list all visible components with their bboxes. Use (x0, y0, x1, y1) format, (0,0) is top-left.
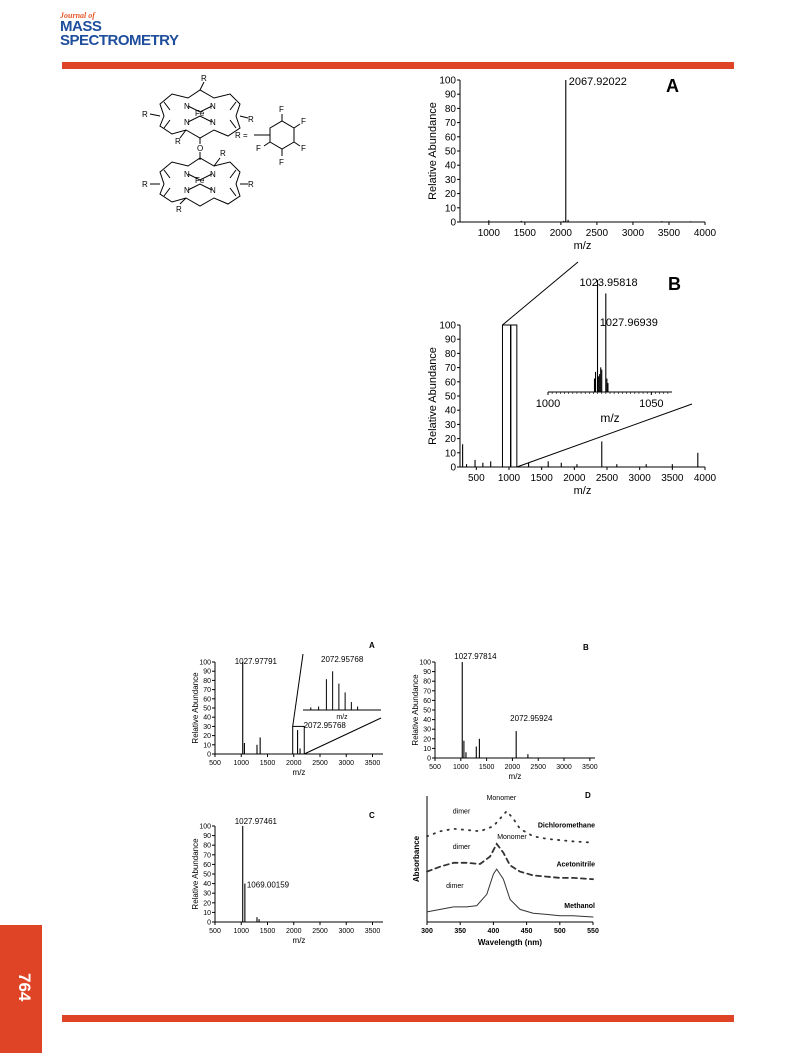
panel-label: B (583, 643, 589, 652)
x-tick-label: 2000 (285, 928, 302, 935)
band-label: dimer (452, 808, 471, 816)
structure-r-label: R (248, 180, 254, 189)
x-tick-label: 3000 (556, 764, 572, 771)
y-tick-label: 80 (444, 103, 456, 115)
y-tick-label: 100 (439, 75, 456, 87)
y-tick-label: 40 (444, 405, 456, 417)
zoom-connector (502, 262, 578, 325)
x-axis-title: m/z (573, 485, 592, 497)
inset-peak-label: 2072.95768 (321, 655, 364, 664)
band-label: Monomer (497, 833, 527, 841)
journal-logo (60, 12, 178, 48)
x-tick-label: 2000 (549, 228, 573, 239)
structure-r-label: R (142, 110, 148, 119)
x-tick-label: 4000 (693, 228, 717, 239)
journal-logo-line3: SPECTROMETRY (60, 32, 179, 49)
x-tick-label: 500 (209, 760, 221, 767)
x-tick-label: 350 (454, 928, 467, 935)
y-tick-label: 30 (203, 723, 211, 731)
y-tick-label: 0 (207, 751, 211, 759)
y-tick-label: 40 (423, 717, 431, 725)
x-axis-title: m/z (508, 772, 522, 781)
structure-n-label: N (210, 186, 216, 195)
x-axis-title: m/z (292, 768, 306, 777)
x-tick-label: 2000 (563, 473, 586, 484)
y-tick-label: 70 (444, 118, 456, 130)
y-tick-label: 0 (450, 462, 456, 474)
panel-label: B (668, 274, 681, 294)
x-tick-label: 550 (587, 928, 599, 935)
series-label: Methanol (564, 903, 595, 911)
y-tick-label: 40 (203, 881, 211, 889)
zoom-box (293, 726, 305, 754)
y-tick-label: 90 (423, 669, 431, 677)
y-tick-label: 100 (199, 659, 211, 667)
bottom-spectrum-c (185, 800, 395, 948)
peak-label: 1027.97814 (454, 652, 497, 661)
inset-x-axis-title: m/z (336, 714, 348, 721)
x-tick-label: 1500 (259, 760, 276, 767)
structure-f-label: F (279, 105, 284, 114)
inset-x-tick-label: 1050 (639, 398, 664, 410)
x-tick-label: 2500 (585, 228, 609, 239)
x-tick-label: 3500 (661, 473, 684, 484)
y-tick-label: 50 (444, 391, 456, 403)
bottom-spectrum-b (405, 636, 605, 781)
band-label: dimer (452, 843, 471, 851)
mu-oxo-dimer-structure (140, 72, 330, 212)
x-tick-label: 1000 (233, 760, 250, 767)
y-tick-label: 30 (444, 174, 456, 186)
x-tick-label: 1500 (478, 764, 495, 771)
series-label: Dichloromethane (537, 822, 595, 830)
structure-r-label: R (248, 115, 254, 124)
zoom-connector (293, 654, 303, 726)
y-axis-title: Relative Abundance (411, 674, 421, 746)
structure-f-label: F (301, 144, 306, 153)
x-tick-label: 3000 (338, 760, 355, 767)
y-tick-label: 40 (203, 714, 211, 722)
y-tick-label: 20 (203, 900, 211, 908)
structure-o-label: O (197, 144, 204, 153)
bottom-spectrum-a (185, 636, 395, 776)
y-tick-label: 90 (203, 668, 211, 676)
y-tick-label: 80 (423, 678, 431, 686)
y-axis-title: Absorbance (412, 835, 421, 883)
structure-r-label: R (220, 149, 226, 158)
x-tick-label: 500 (467, 473, 485, 484)
top-spectrum-b (420, 262, 720, 502)
y-tick-label: 80 (203, 677, 211, 685)
structure-r-label: R (201, 74, 207, 83)
y-tick-label: 70 (203, 852, 211, 860)
series-label: Acetonitrile (556, 861, 595, 869)
x-tick-label: 500 (553, 928, 566, 935)
x-tick-label: 2000 (285, 760, 302, 767)
y-tick-label: 50 (203, 705, 211, 713)
structure-f-label: F (256, 144, 261, 153)
y-tick-label: 20 (423, 736, 431, 744)
x-tick-label: 500 (429, 764, 441, 771)
y-axis-title: Relative Abundance (427, 102, 439, 200)
x-tick-label: 1500 (259, 928, 276, 935)
y-tick-label: 60 (203, 861, 211, 869)
panel-label: C (369, 811, 375, 820)
y-tick-label: 90 (444, 334, 456, 346)
band-label: Monomer (486, 794, 517, 802)
structure-fe-label: Fe (195, 176, 205, 185)
x-tick-label: 1000 (233, 928, 250, 935)
y-tick-label: 30 (203, 890, 211, 898)
y-tick-label: 10 (444, 448, 456, 460)
structure-r-label: R (142, 180, 148, 189)
x-axis-title: m/z (573, 240, 592, 252)
y-tick-label: 50 (203, 871, 211, 879)
inset-peak-label: 1027.96939 (599, 317, 658, 329)
x-tick-label: 1000 (453, 764, 469, 771)
x-tick-label: 1500 (513, 228, 536, 239)
x-tick-label: 300 (421, 928, 433, 935)
page-number-tab (0, 925, 42, 1053)
zoom-box (502, 325, 516, 467)
structure-fe-label: Fe (195, 109, 205, 118)
y-tick-label: 90 (444, 89, 456, 101)
y-tick-label: 80 (444, 348, 456, 360)
x-tick-label: 500 (209, 928, 221, 935)
structure-r-label: R (176, 205, 182, 214)
y-tick-label: 10 (203, 909, 211, 917)
peak-label: 2072.95768 (303, 721, 346, 731)
y-tick-label: 0 (427, 755, 431, 763)
structure-n-label: N (210, 170, 216, 179)
x-tick-label: 450 (520, 928, 533, 935)
y-tick-label: 20 (444, 434, 456, 446)
y-axis-title: Relative Abundance (191, 672, 201, 744)
band-label: dimer (446, 882, 464, 890)
y-tick-label: 50 (444, 146, 456, 158)
structure-n-label: N (184, 170, 190, 179)
y-tick-label: 10 (423, 745, 431, 753)
y-tick-label: 30 (444, 419, 456, 431)
y-tick-label: 10 (444, 203, 456, 215)
structure-f-label: F (301, 117, 306, 126)
y-tick-label: 20 (203, 733, 211, 741)
y-axis-title: Relative Abundance (427, 347, 439, 445)
x-tick-label: 3500 (657, 228, 681, 239)
top-spectrum-a (420, 72, 720, 254)
x-tick-label: 3500 (364, 928, 381, 935)
header-rule (62, 62, 734, 69)
x-tick-label: 2500 (312, 928, 328, 935)
y-tick-label: 0 (207, 919, 211, 927)
uv-vis-spectra-d (405, 786, 615, 952)
x-tick-label: 2500 (595, 473, 619, 484)
peak-label: 2072.95924 (510, 714, 553, 724)
y-tick-label: 100 (439, 320, 456, 332)
x-tick-label: 1500 (530, 473, 553, 484)
x-tick-label: 3500 (582, 764, 598, 771)
x-tick-label: 3000 (338, 928, 355, 935)
y-axis-title: Relative Abundance (191, 838, 201, 910)
structure-n-label: N (184, 118, 190, 127)
y-tick-label: 70 (423, 688, 431, 696)
panel-label: A (369, 641, 375, 650)
journal-logo-line2: MASS (60, 18, 102, 35)
peak-label: 1027.97791 (234, 657, 277, 666)
x-tick-label: 3000 (628, 473, 651, 484)
y-tick-label: 60 (444, 377, 456, 389)
page-number: 764 (15, 973, 34, 1002)
y-tick-label: 60 (423, 697, 431, 705)
x-tick-label: 2000 (504, 764, 521, 771)
structure-r-equals: R = (235, 131, 248, 140)
structure-n-label: N (210, 118, 216, 127)
panel-label: D (585, 791, 591, 800)
inset-peak-label: 1023.95818 (579, 277, 638, 289)
journal-logo-line1: Journal of (60, 11, 95, 20)
y-tick-label: 80 (203, 842, 211, 850)
x-axis-title: Wavelength (nm) (477, 938, 543, 947)
peak-label: 2067.92022 (568, 76, 627, 88)
y-tick-label: 10 (203, 742, 211, 750)
y-tick-label: 50 (423, 707, 431, 715)
x-tick-label: 400 (487, 928, 500, 935)
x-tick-label: 1000 (477, 228, 500, 239)
x-tick-label: 2500 (312, 760, 328, 767)
y-tick-label: 0 (450, 217, 456, 229)
x-tick-label: 2500 (530, 764, 547, 771)
peak-label: 1027.97461 (234, 817, 277, 826)
y-tick-label: 100 (199, 823, 211, 831)
y-tick-label: 60 (444, 132, 456, 144)
structure-n-label: N (210, 102, 216, 111)
inset-x-tick-label: 1000 (535, 398, 561, 410)
y-tick-label: 40 (444, 160, 456, 172)
structure-n-label: N (184, 102, 190, 111)
x-tick-label: 3000 (621, 228, 645, 239)
peak-label: 1069.00159 (246, 880, 290, 890)
x-axis-title: m/z (292, 936, 306, 945)
y-tick-label: 70 (203, 687, 211, 695)
structure-f-label: F (279, 158, 284, 167)
structure-n-label: N (184, 186, 190, 195)
panel-label: A (666, 76, 679, 96)
structure-r-label: R (175, 137, 181, 146)
y-tick-label: 60 (203, 696, 211, 704)
x-tick-label: 1000 (497, 473, 521, 484)
inset-x-axis-title: m/z (600, 411, 620, 425)
x-tick-label: 4000 (693, 473, 717, 484)
y-tick-label: 90 (203, 833, 211, 841)
y-tick-label: 70 (444, 363, 456, 375)
y-tick-label: 100 (419, 659, 431, 667)
y-tick-label: 30 (423, 726, 431, 734)
footer-rule (62, 1015, 734, 1022)
y-tick-label: 20 (444, 189, 456, 201)
x-tick-label: 3500 (364, 760, 381, 767)
